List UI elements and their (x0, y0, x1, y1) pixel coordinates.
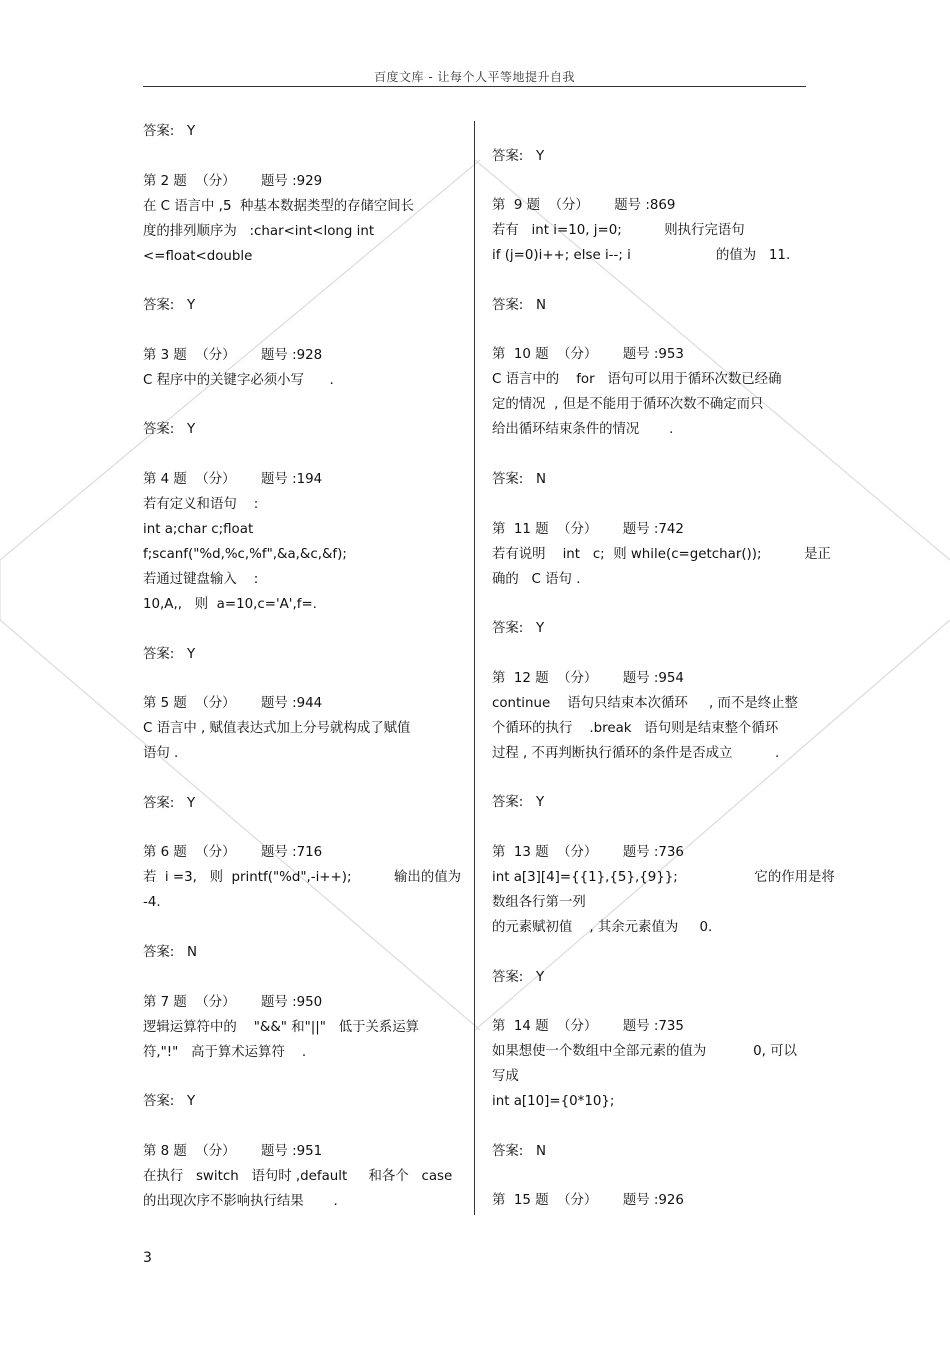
text-line: 第 2 题 （分） 题号 :929 (143, 173, 323, 189)
header-divider (143, 86, 806, 87)
paragraph-spacer (143, 667, 453, 692)
text-line: C 程序中的关键字必须小写 . (143, 372, 334, 388)
text-line: int a[3][4]={{1},{5},{9}}; 它的作用是将 (492, 869, 835, 885)
paragraph-spacer (492, 815, 810, 840)
text-line: 答案: Y (143, 298, 196, 314)
text-line: 答案: Y (492, 148, 545, 164)
text-line: 答案: Y (143, 1094, 196, 1110)
paragraph-spacer (143, 442, 453, 467)
text-line: 答案: Y (143, 646, 196, 662)
text-line: 若有说明 int c; 则 while(c=getchar()); 是正 (492, 546, 831, 562)
paragraph-spacer (143, 393, 453, 418)
text-line: 答案: Y (492, 621, 545, 637)
paragraph-spacer (492, 442, 810, 467)
left-column (143, 119, 461, 1214)
page-header-title: 百度文库 - 让每个人平等地提升自我 (374, 70, 575, 84)
text-line: 在执行 switch 语句时 ,default 和各个 case (143, 1168, 453, 1184)
paragraph-spacer (492, 641, 810, 666)
text-line: 第 12 题 （分） 题号 :954 (492, 670, 684, 686)
text-line: 过程 , 不再判断执行循环的条件是否成立 . (492, 745, 780, 761)
paragraph-spacer (492, 119, 810, 144)
text-line: 第 13 题 （分） 题号 :736 (492, 844, 684, 860)
text-line: 数组各行第一列 (492, 894, 586, 910)
text-line: 在 C 语言中 ,5 种基本数据类型的存储空间长 (143, 198, 415, 214)
text-line: 若通过键盘输入 : (143, 571, 259, 587)
text-line: 答案: Y (492, 969, 545, 985)
text-line: 语句 . (143, 746, 179, 762)
paragraph-spacer (143, 318, 453, 343)
text-line: 第 15 题 （分） 题号 :926 (492, 1193, 684, 1209)
page-number: 3 (143, 1250, 152, 1266)
text-line: C 语言中的 for 语句可以用于循环次数已经确 (492, 372, 782, 388)
text-line: 定的情况 , 但是不能用于循环次数不确定而只 (492, 397, 764, 413)
paragraph-spacer (143, 1114, 453, 1139)
paragraph-spacer (492, 1164, 810, 1189)
text-line: int a;char c;float (143, 521, 254, 537)
text-line: int a[10]={0*10}; (492, 1094, 615, 1110)
paragraph-spacer (492, 492, 810, 517)
text-line: 第 11 题 （分） 题号 :742 (492, 521, 684, 537)
text-line: 确的 C 语句 . (492, 571, 581, 587)
text-line: 第 8 题 （分） 题号 :951 (143, 1143, 323, 1159)
text-line: C 语言中 , 赋值表达式加上分号就构成了赋值 (143, 721, 411, 737)
text-line: 度的排列顺序为 :char<int<long int (143, 223, 375, 239)
text-line: 给出循环结束条件的情况 . (492, 422, 674, 438)
text-line: if (j=0)i++; else i--; i 的值为 11. (492, 248, 791, 264)
paragraph-spacer (143, 144, 453, 169)
paragraph-spacer (143, 617, 453, 642)
paragraph-spacer (492, 268, 810, 293)
text-line: 答案: N (492, 471, 547, 487)
text-line: <=float<double (143, 248, 253, 264)
paragraph-spacer (492, 990, 810, 1015)
paragraph-spacer (492, 766, 810, 791)
text-line: 符,"!" 高于算术运算符 . (143, 1044, 307, 1060)
paragraph-spacer (492, 1114, 810, 1139)
text-line: 如果想使一个数组中全部元素的值为 0, 可以 (492, 1044, 797, 1060)
paragraph-spacer (492, 592, 810, 617)
paragraph-spacer (143, 766, 453, 791)
right-column (492, 119, 835, 1213)
text-line: f;scanf("%d,%c,%f",&a,&c,&f); (143, 546, 347, 562)
paragraph-spacer (143, 269, 453, 294)
text-line: 答案: N (492, 297, 547, 313)
text-line: 第 5 题 （分） 题号 :944 (143, 696, 323, 712)
text-line: 若有定义和语句 : (143, 496, 259, 512)
text-line: 若有 int i=10, j=0; 则执行完语句 (492, 223, 745, 239)
text-line: 第 14 题 （分） 题号 :735 (492, 1019, 684, 1035)
text-line: 写成 (492, 1069, 519, 1085)
text-line: 第 7 题 （分） 题号 :950 (143, 994, 323, 1010)
paragraph-spacer (143, 816, 453, 841)
paragraph-spacer (143, 915, 453, 940)
text-line: 个循环的执行 .break 语句则是结束整个循环 (492, 720, 779, 736)
text-line: 的元素赋初值 , 其余元素值为 0. (492, 919, 713, 935)
text-line: continue 语句只结束本次循环 , 而不是终止整 (492, 695, 798, 711)
text-line: 第 10 题 （分） 题号 :953 (492, 347, 684, 363)
text-line: 第 9 题 （分） 题号 :869 (492, 198, 676, 214)
text-line: 逻辑运算符中的 "&&" 和"||" 低于关系运算 (143, 1019, 420, 1035)
paragraph-spacer (143, 1065, 453, 1090)
text-line: 答案: Y (143, 124, 196, 139)
text-line: 10,A,, 则 a=10,c='A',f=. (143, 596, 317, 612)
text-line: -4. (143, 895, 161, 911)
column-divider (474, 121, 475, 1215)
paragraph-spacer (492, 169, 810, 194)
paragraph-spacer (143, 965, 453, 990)
text-line: 答案: Y (492, 795, 545, 811)
paragraph-spacer (492, 940, 810, 965)
text-line: 答案: N (492, 1143, 547, 1159)
text-line: 答案: N (143, 944, 198, 960)
text-line: 第 3 题 （分） 题号 :928 (143, 347, 323, 363)
text-line: 第 4 题 （分） 题号 :194 (143, 471, 323, 487)
text-line: 若 i =3, 则 printf("%d",-i++); 输出的值为 (143, 870, 461, 886)
text-line: 第 6 题 （分） 题号 :716 (143, 845, 323, 861)
paragraph-spacer (492, 318, 810, 343)
text-line: 的出现次序不影响执行结果 . (143, 1193, 338, 1209)
text-line: 答案: Y (143, 795, 196, 811)
text-line: 答案: Y (143, 422, 196, 438)
